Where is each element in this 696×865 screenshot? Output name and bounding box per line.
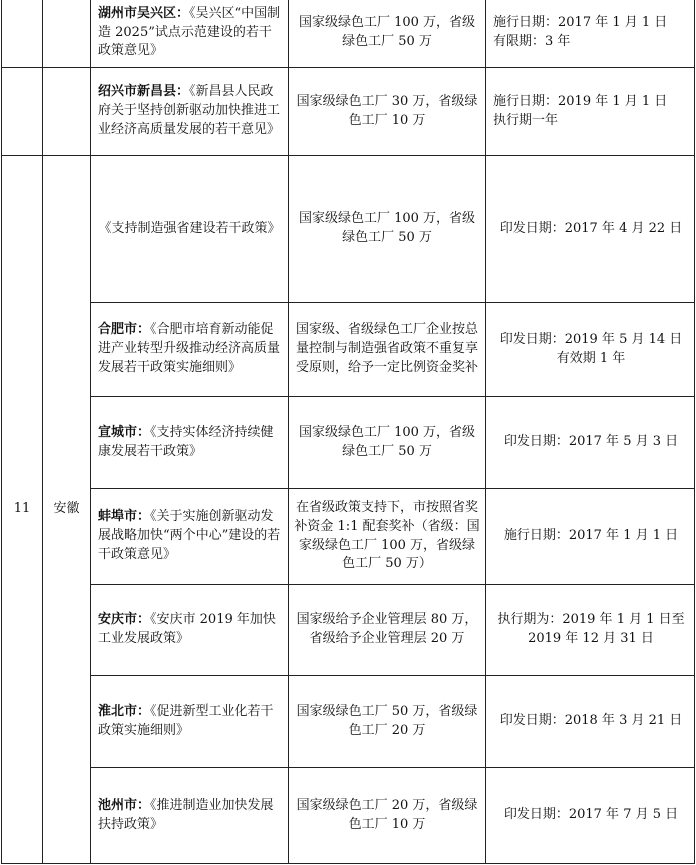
- table-row: [2, 676, 695, 768]
- province-cell: 安徽: [43, 156, 91, 864]
- policy-title: 《推进制造业加快发展扶持政策》: [98, 797, 274, 832]
- city-name: 绍兴市新昌县：: [98, 84, 190, 100]
- date-cell: [486, 489, 695, 585]
- date-cell: [486, 303, 695, 397]
- policy-cell: [91, 489, 289, 585]
- policy-title: 《合肥市培育新动能促进产业转型升级推动经济高质量发展若干政策实施细则》: [98, 322, 281, 375]
- city-name: 安庆市：: [98, 612, 151, 628]
- date-cell: [486, 156, 695, 303]
- subsidy-cell: 在省级政策支持下，市按照省奖补资金 1:1 配套奖补（省级：国家级绿色工厂 100 万，省级绿色工厂 50 万）: [289, 489, 486, 585]
- policy-cell: [91, 68, 289, 156]
- date-line: 施行日期：2017 年 1 月 1 日: [493, 15, 668, 31]
- date-cell: [486, 676, 695, 768]
- subsidy-cell: 国家级绿色工厂 30 万，省级绿色工厂 10 万: [289, 68, 486, 156]
- city-name: 合肥市：: [98, 322, 151, 338]
- table-row: [2, 303, 695, 397]
- date-line: 印发日期：2017 年 4 月 22 日: [499, 220, 683, 236]
- city-name: 池州市：: [98, 797, 151, 813]
- subsidy-cell: 国家级绿色工厂 50 万，省级绿色工厂 20 万: [289, 676, 486, 768]
- policy-cell: [91, 156, 289, 303]
- date-line: 印发日期：2019 年 5 月 14 日: [499, 331, 683, 347]
- table-row: [2, 489, 695, 585]
- subsidy-cell: 国家级绿色工厂 100 万，省级绿色工厂 50 万: [289, 156, 486, 303]
- city-name: 淮北市：: [98, 703, 151, 719]
- table-row: [2, 156, 695, 303]
- date-cell: [486, 68, 695, 156]
- policy-title: 《新昌县人民政府关于坚持创新驱动加快推进工业经济高质量发展的若干意见》: [98, 84, 281, 137]
- subsidy-cell: 国家级绿色工厂 20 万，省级绿色工厂 10 万: [289, 768, 486, 864]
- date-cell: [486, 585, 695, 676]
- table-row: [2, 585, 695, 676]
- subsidy-cell: 国家级绿色工厂 100 万，省级绿色工厂 50 万: [289, 397, 486, 489]
- date-line: 有效期 1 年: [556, 350, 626, 366]
- subsidy-cell: 国家级绿色工厂 100 万，省级绿色工厂 50 万: [289, 0, 486, 68]
- date-line: 有限期：3 年: [493, 34, 571, 49]
- date-line: 施行日期：2019 年 1 月 1 日: [493, 93, 668, 109]
- number-cell: [2, 0, 43, 68]
- date-line: 印发日期：2017 年 5 月 3 日: [503, 434, 679, 450]
- policy-cell: [91, 303, 289, 397]
- policy-title: 《支持实体经济持续健康发展若干政策》: [98, 424, 274, 459]
- table-row: [2, 0, 695, 68]
- policy-cell: [91, 0, 289, 68]
- policy-cell: [91, 676, 289, 768]
- policy-cell: [91, 585, 289, 676]
- table-row: [2, 768, 695, 864]
- policy-cell: [91, 397, 289, 489]
- province-cell: [43, 68, 91, 156]
- date-line: 2019 年 12 月 31 日: [528, 631, 654, 646]
- policy-title: 《支持制造强省建设若干政策》: [98, 220, 281, 236]
- policy-title: 《促进新型工业化若干政策实施细则》: [98, 703, 274, 738]
- city-name: 蚌埠市：: [98, 509, 151, 525]
- subsidy-cell: 国家级给予企业管理层 80 万，省级给予企业管理层 20 万: [289, 585, 486, 676]
- policy-table: [1, 0, 695, 864]
- table-row: [2, 397, 695, 489]
- date-line: 施行日期：2017 年 1 月 1 日: [503, 528, 679, 544]
- number-cell: [2, 68, 43, 156]
- date-line: 印发日期：2017 年 7 月 5 日: [503, 807, 679, 823]
- number-cell: 11: [2, 156, 43, 864]
- policy-title: 《关于实施创新驱动发展战略加快“两个中心”建设的若干政策意见》: [98, 509, 281, 562]
- date-cell: [486, 397, 695, 489]
- policy-cell: [91, 768, 289, 864]
- date-cell: [486, 0, 695, 68]
- policy-title: 《吴兴区“中国制造 2025”试点示范建设的若干政策意见》: [98, 5, 281, 59]
- city-name: 湖州市吴兴区：: [98, 5, 190, 21]
- date-cell: [486, 768, 695, 864]
- table-row: [2, 68, 695, 156]
- city-name: 宣城市：: [98, 424, 151, 440]
- subsidy-cell: 国家级、省级绿色工厂企业按总量控制与制造强省政策不重复享受原则，给予一定比例资金奖补: [289, 303, 486, 397]
- province-cell: [43, 0, 91, 68]
- policy-title: 《安庆市 2019 年加快工业发展政策》: [98, 612, 276, 646]
- date-line: 印发日期：2018 年 3 月 21 日: [499, 713, 683, 729]
- date-line: 执行期一年: [493, 112, 559, 128]
- date-line: 执行期为：2019 年 1 月 1 日至: [497, 612, 685, 628]
